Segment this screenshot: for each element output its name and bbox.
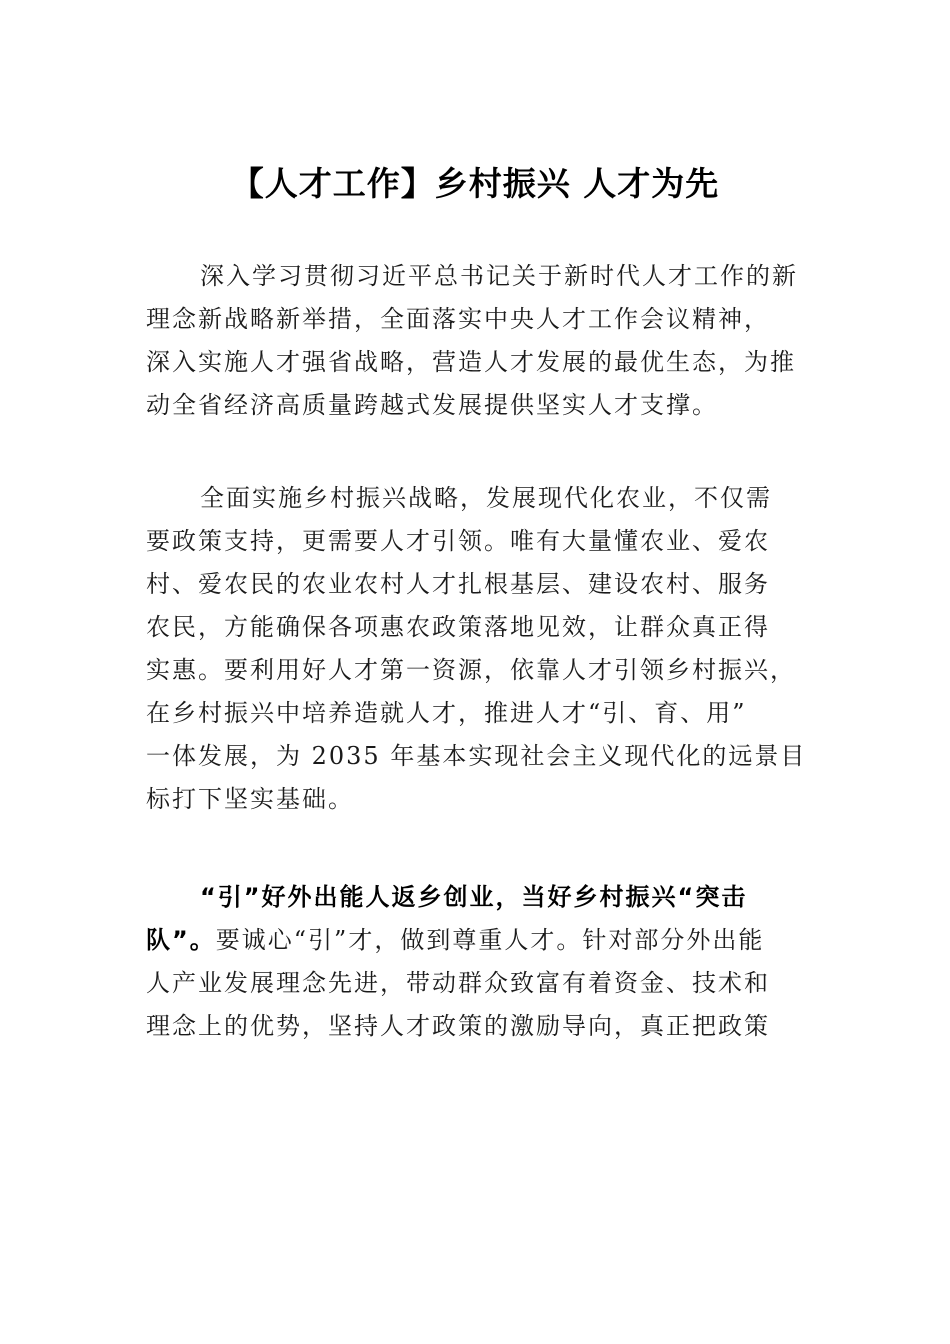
paragraph-line: 在乡村振兴中培养造就人才，推进人才“引、育、用”: [146, 699, 747, 727]
paragraph-line: 理念上的优势，坚持人才政策的激励导向，真正把政策: [146, 1012, 770, 1040]
paragraph-line: 要政策支持，更需要人才引领。唯有大量懂农业、爱农: [146, 527, 770, 555]
paragraph-line: 深入学习贯彻习近平总书记关于新时代人才工作的新: [200, 262, 798, 290]
paragraph-line: 村、爱农民的农业农村人才扎根基层、建设农村、服务: [146, 570, 770, 598]
paragraph-line: 全面实施乡村振兴战略，发展现代化农业，不仅需: [200, 484, 772, 512]
paragraph-lead-fragment: 队”。: [146, 926, 216, 954]
paragraph-3: [146, 876, 811, 1048]
paragraph-line: 实惠。要利用好人才第一资源，依靠人才引领乡村振兴，: [146, 656, 796, 684]
paragraph-line-rest: 要诚心“引”才，做到尊重人才。针对部分外出能: [215, 926, 765, 954]
paragraph-line: 深入实施人才强省战略，营造人才发展的最优生态，为推: [146, 348, 796, 376]
document-title: 【人才工作】乡村振兴 人才为先: [230, 164, 720, 203]
paragraph-line: 理念新战略新举措，全面落实中央人才工作会议精神，: [146, 305, 770, 333]
paragraph-lead-line: “引”好外出能人返乡创业，当好乡村振兴“突击: [200, 883, 748, 911]
paragraph-line: [146, 919, 811, 962]
paragraph-line: 人产业发展理念先进，带动群众致富有着资金、技术和: [146, 969, 770, 997]
paragraph-1: [146, 255, 811, 427]
paragraph-2: [146, 477, 811, 821]
paragraph-line: 农民，方能确保各项惠农政策落地见效，让群众真正得: [146, 613, 770, 641]
paragraph-line: 一体发展，为 2035 年基本实现社会主义现代化的远景目: [146, 742, 807, 770]
paragraph-line: 动全省经济高质量跨越式发展提供坚实人才支撑。: [146, 391, 718, 419]
paragraph-line: 标打下坚实基础。: [146, 785, 354, 813]
